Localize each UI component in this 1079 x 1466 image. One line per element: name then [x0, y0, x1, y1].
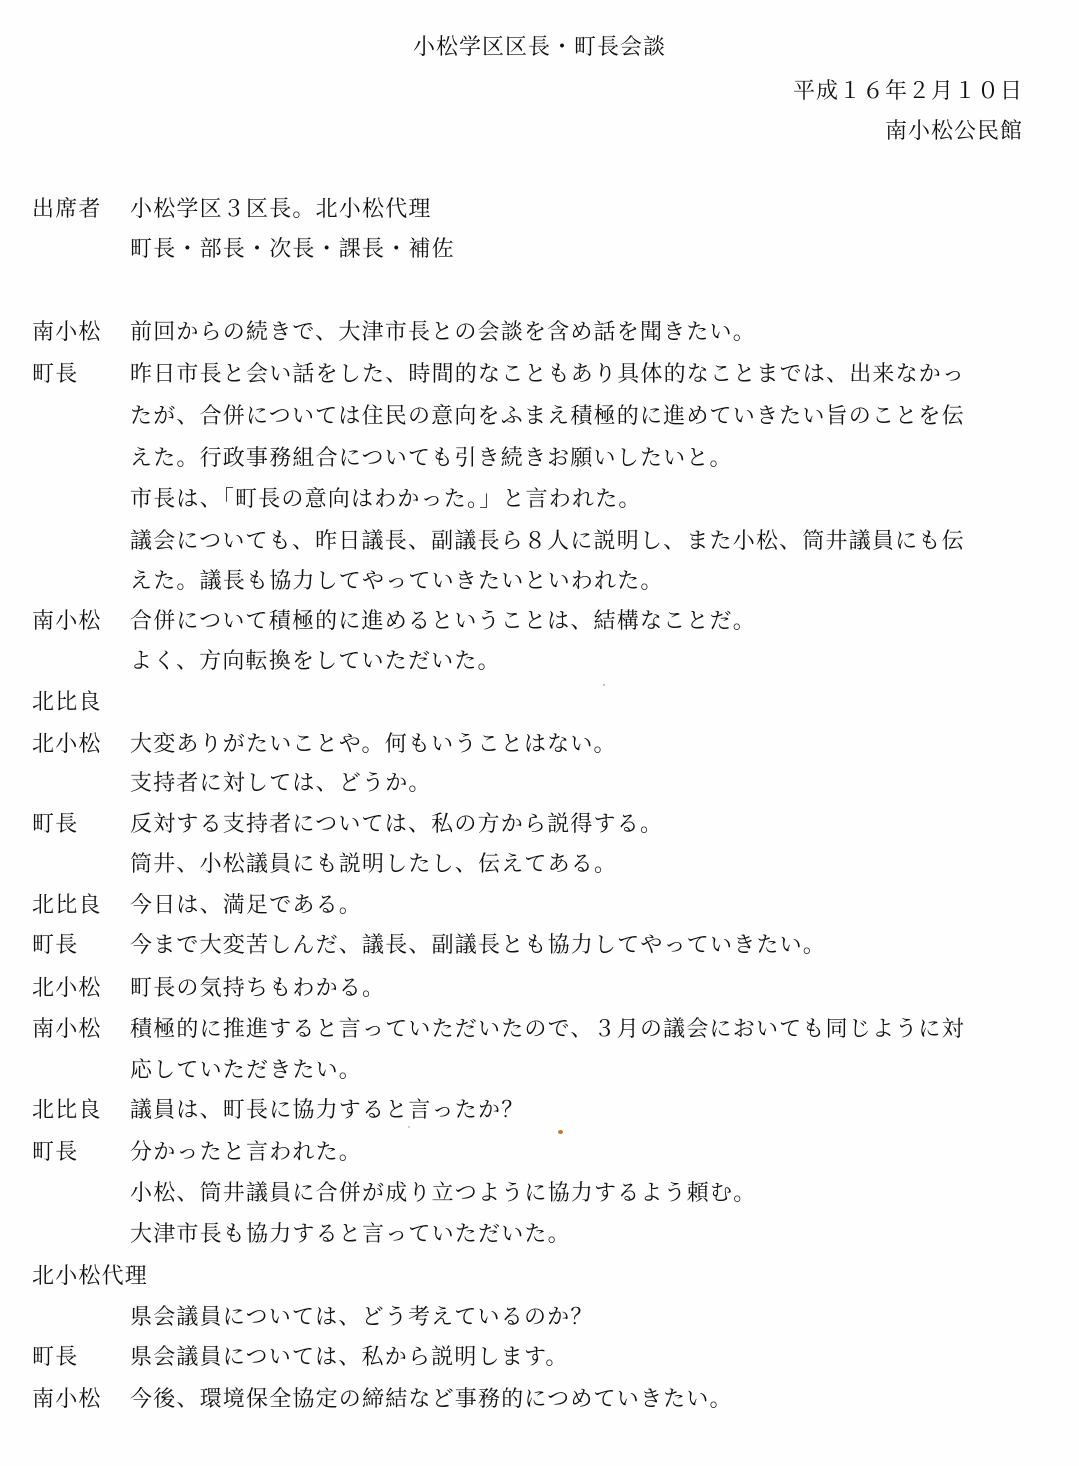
dialogue-line — [0, 969, 1079, 1009]
statement-text: 県会議員については、私から説明します。 — [130, 1345, 569, 1370]
statement-text: 市長は、「町長の意向はわかった。」と言われた。 — [130, 487, 642, 512]
statement-text: えた。行政事務組合についても引き続きお願いしたいと。 — [130, 446, 733, 471]
attendees-line — [0, 190, 1079, 230]
statement-text: 小松、筒井議員に合併が成り立つように協力するよう頼む。 — [130, 1181, 757, 1206]
speaker-label: 町長 — [32, 933, 79, 958]
dialogue-line — [0, 764, 1079, 804]
dialogue-line — [0, 1257, 1079, 1297]
statement-text: 分かったと言われた。 — [130, 1140, 363, 1165]
statement-text: 県会議員については、どう考えているのか？ — [130, 1305, 594, 1330]
statement-text: 町長の気持ちもわかる。 — [130, 976, 386, 1001]
dialogue-line — [0, 642, 1079, 682]
speaker-label: 北比良 — [32, 893, 102, 918]
statement-text: 合併について積極的に進めるということは、結構なことだ。 — [130, 609, 756, 634]
statement-text: 応していただきたい。 — [130, 1058, 363, 1083]
statement-text: 今まで大変苦しんだ、議長、副議長とも協力してやっていきたい。 — [130, 933, 827, 958]
scan-speck — [603, 684, 605, 686]
dialogue-line — [0, 1298, 1079, 1338]
statement-text: 反対する支持者については、私の方から説得する。 — [130, 812, 664, 837]
dialogue-line — [0, 1051, 1079, 1091]
dialogue-line — [0, 683, 1079, 723]
statement-text: 積極的に推進すると言っていただいたので、３月の議会においても同じように対 — [130, 1017, 965, 1042]
statement-text: よく、方向転換をしていただいた。 — [130, 649, 501, 674]
speaker-label: 町長 — [32, 1140, 79, 1165]
speaker-label: 北小松 — [32, 732, 102, 757]
attendees-line — [0, 230, 1079, 270]
dialogue-line — [0, 602, 1079, 642]
dialogue-line — [0, 1215, 1079, 1255]
statement-text: たが、合併については住民の意向をふまえ積極的に進めていきたい旨のことを伝 — [130, 404, 965, 429]
statement-text: 小松学区３区長。北小松代理 — [130, 197, 432, 222]
document-title: 小松学区区長・町長会談 — [412, 35, 666, 60]
speaker-label: 北小松代理 — [32, 1264, 149, 1289]
scan-speck — [408, 1126, 410, 1128]
speaker-label: 町長 — [32, 362, 79, 387]
dialogue-line — [0, 313, 1079, 353]
dialogue-line — [0, 805, 1079, 845]
dialogue-line — [0, 725, 1079, 765]
dialogue-line — [0, 439, 1079, 479]
dialogue-line — [0, 397, 1079, 437]
dialogue-line — [0, 1338, 1079, 1378]
dialogue-line — [0, 1133, 1079, 1173]
speaker-label: 南小松 — [32, 609, 102, 634]
speaker-label: 北小松 — [32, 976, 102, 1001]
dialogue-line — [0, 1380, 1079, 1420]
statement-text: 昨日市長と会い話をした、時間的なこともあり具体的なことまでは、出来なかっ — [130, 362, 966, 387]
statement-text: 大津市長も協力すると言っていただいた。 — [130, 1222, 571, 1247]
dialogue-line — [0, 522, 1079, 562]
statement-text: 議員は、町長に協力すると言ったか？ — [130, 1098, 525, 1123]
speaker-label: 北比良 — [32, 1098, 102, 1123]
statement-text: 今日は、満足である。 — [130, 893, 363, 918]
speaker-label: 南小松 — [32, 1017, 102, 1042]
dialogue-line — [0, 845, 1079, 885]
dialogue-line — [0, 1091, 1079, 1131]
dialogue-line — [0, 480, 1079, 520]
speaker-label: 北比良 — [32, 690, 102, 715]
speaker-label: 南小松 — [32, 1387, 102, 1412]
statement-text: 前回からの続きで、大津市長との会談を含め話を聞きたい。 — [130, 320, 756, 345]
statement-text: 支持者に対しては、どうか。 — [130, 771, 432, 796]
statement-text: えた。議長も協力してやっていきたいといわれた。 — [130, 569, 664, 594]
dialogue-line — [0, 926, 1079, 966]
meeting-venue: 南小松公民館 — [884, 119, 1023, 144]
dialogue-line — [0, 355, 1079, 395]
dialogue-line — [0, 886, 1079, 926]
dialogue-line — [0, 562, 1079, 602]
scan-speck — [558, 1130, 563, 1134]
speaker-label: 南小松 — [32, 320, 102, 345]
statement-text: 町長・部長・次長・課長・補佐 — [130, 237, 455, 262]
dialogue-line — [0, 1010, 1079, 1050]
speaker-label: 出席者 — [32, 197, 102, 222]
statement-text: 筒井、小松議員にも説明したし、伝えてある。 — [130, 852, 618, 877]
statement-text: 議会についても、昨日議長、副議長ら８人に説明し、また小松、筒井議員にも伝 — [130, 529, 965, 554]
meeting-date: 平成１６年２月１０日 — [792, 79, 1023, 104]
speaker-label: 町長 — [32, 812, 79, 837]
statement-text: 大変ありがたいことや。何もいうことはない。 — [130, 732, 617, 757]
speaker-label: 町長 — [32, 1345, 79, 1370]
dialogue-line — [0, 1174, 1079, 1214]
statement-text: 今後、環境保全協定の締結など事務的につめていきたい。 — [130, 1387, 733, 1412]
